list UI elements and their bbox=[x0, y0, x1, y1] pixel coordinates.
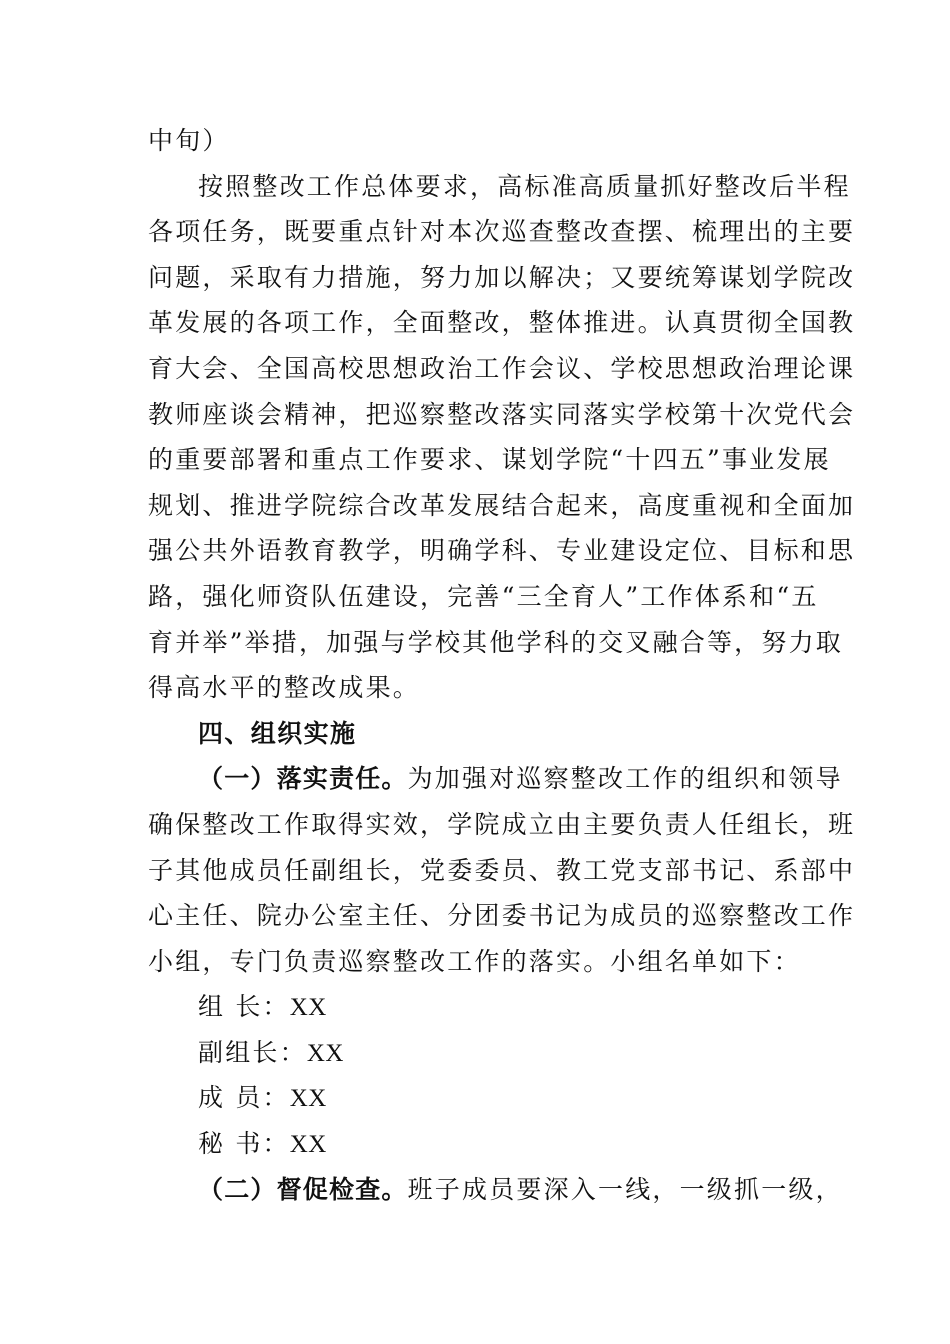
member-label: 秘 书： bbox=[198, 1129, 290, 1159]
document-body bbox=[148, 118, 856, 1212]
member-value: XX bbox=[306, 1039, 344, 1067]
member-row bbox=[148, 1030, 808, 1076]
text-line: 路，强化师资队伍建设，完善“三全育人”工作体系和“五 bbox=[148, 581, 819, 611]
member-row bbox=[148, 1121, 808, 1167]
text-line: 育并举”举措，加强与学校其他学科的交叉融合等，努力取 bbox=[148, 627, 843, 657]
subsection-heading: （二）督促检查。 bbox=[198, 1174, 408, 1204]
text-run: 班子成员要深入一线，一级抓一级， bbox=[407, 1174, 843, 1204]
paragraph-first-line bbox=[148, 1167, 843, 1213]
member-value: XX bbox=[289, 1085, 327, 1113]
member-row bbox=[148, 984, 808, 1030]
section-heading: 四、组织实施 bbox=[198, 718, 357, 748]
text-line: 教师座谈会精神，把巡察整改落实同落实学校第十次党代会 bbox=[148, 399, 856, 429]
member-label: 组 长： bbox=[198, 992, 290, 1022]
paragraph-first-line: 按照整改工作总体要求，高标准高质量抓好整改后半程 bbox=[198, 171, 851, 201]
member-label: 成 员： bbox=[198, 1083, 290, 1113]
paragraph-first-line bbox=[148, 756, 843, 802]
member-value: XX bbox=[289, 1131, 327, 1159]
member-label: 副组长： bbox=[198, 1037, 307, 1067]
text-line: 的重要部署和重点工作要求、谋划学院“十四五”事业发展 bbox=[148, 445, 831, 475]
text-line: 规划、推进学院综合改革发展结合起来，高度重视和全面加 bbox=[148, 490, 856, 520]
member-value: XX bbox=[289, 994, 327, 1022]
text-line: 革发展的各项工作，全面整改，整体推进。认真贯彻全国教 bbox=[148, 308, 856, 338]
text-line: 得高水平的整改成果。 bbox=[148, 673, 421, 703]
text-run: 为加强对巡察整改工作的组织和领导 bbox=[407, 764, 843, 794]
text-line: 确保整改工作取得实效，学院成立由主要负责人任组长，班 bbox=[148, 809, 856, 839]
text-line: 心主任、院办公室主任、分团委书记为成员的巡察整改工作 bbox=[148, 901, 856, 931]
text-line: 中旬） bbox=[148, 126, 230, 155]
text-line: 问题，采取有力措施，努力加以解决；又要统筹谋划学院改 bbox=[148, 262, 856, 292]
text-line: 强公共外语教育教学，明确学科、专业建设定位、目标和思 bbox=[148, 536, 856, 566]
text-line: 育大会、全国高校思想政治工作会议、学校思想政治理论课 bbox=[148, 353, 856, 383]
text-line: 各项任务，既要重点针对本次巡查整改查摆、梳理出的主要 bbox=[148, 217, 856, 247]
text-line: 小组，专门负责巡察整改工作的落实。小组名单如下： bbox=[148, 946, 801, 976]
member-row bbox=[148, 1075, 808, 1121]
subsection-heading: （一）落实责任。 bbox=[198, 764, 408, 794]
text-line: 子其他成员任副组长，党委委员、教工党支部书记、系部中 bbox=[148, 855, 856, 885]
